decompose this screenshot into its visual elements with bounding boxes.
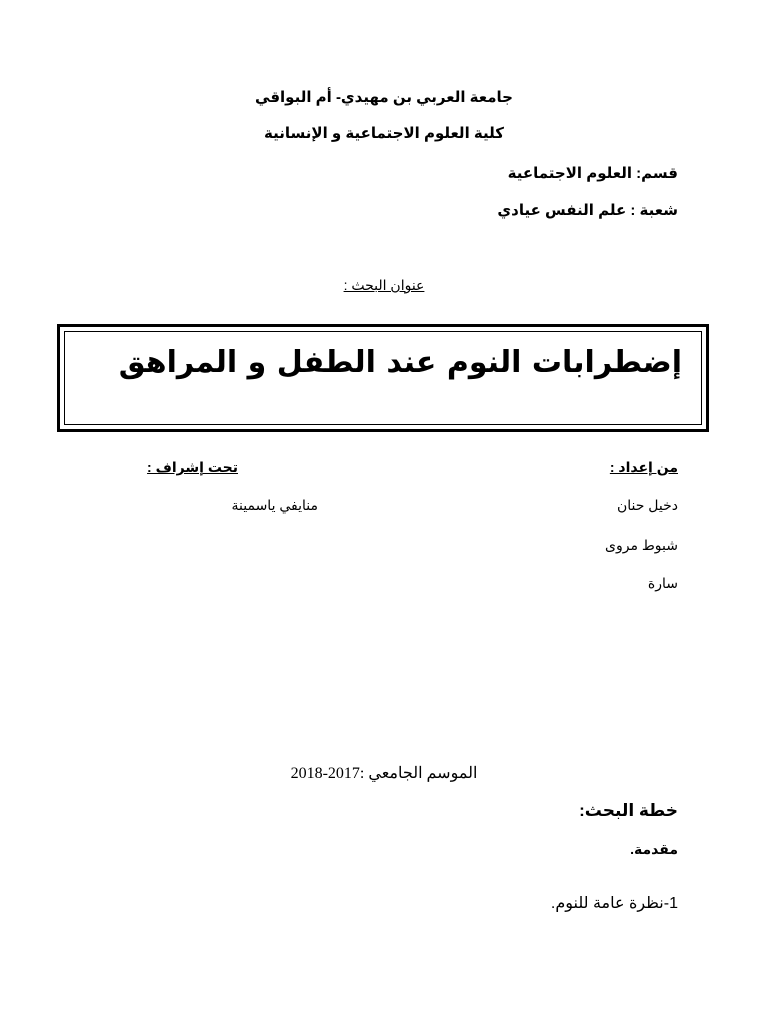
branch: شعبة : علم النفس عيادي [497,202,678,219]
title-frame [57,324,709,432]
academic-year: الموسم الجامعي :2017-2018 [290,765,478,782]
research-title-label: عنوان البحث : [343,277,425,293]
supervisor-name: منايفي ياسمينة [231,497,318,513]
student-name: سارة [647,575,678,591]
plan-item: 1-نظرة عامة للنوم. [550,895,678,912]
supervision-label: تحت إشراف : [147,459,238,475]
student-name: شبوط مروى [605,537,678,553]
student-name: دخيل حنان [616,497,678,513]
research-title: إضطرابات النوم عند الطفل و المراهق [118,345,682,380]
plan-heading: خطة البحث: [579,801,678,820]
department: قسم: العلوم الاجتماعية [507,165,678,182]
plan-intro: مقدمة. [630,841,678,857]
prepared-by-label: من إعداد : [609,459,678,475]
university-name: جامعة العربي بن مهيدي- أم البواقي [255,89,513,106]
faculty-name: كلية العلوم الاجتماعية و الإنسانية [264,125,504,142]
